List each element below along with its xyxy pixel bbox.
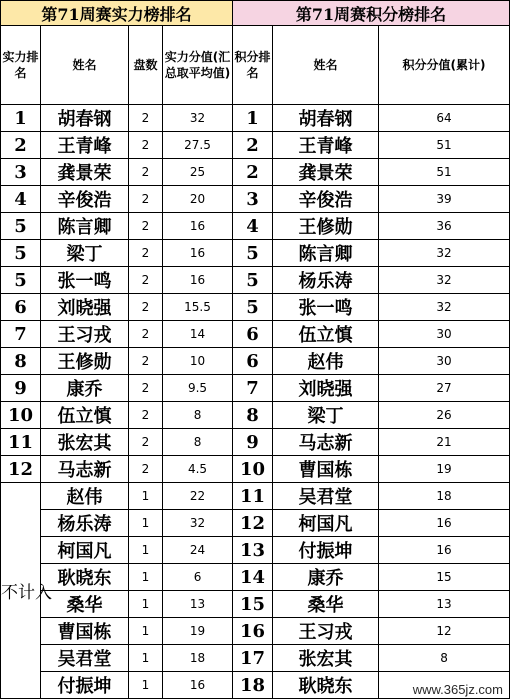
points-rank: 6 bbox=[233, 321, 273, 348]
player-name: 张一鸣 bbox=[273, 294, 379, 321]
player-name: 康乔 bbox=[41, 375, 129, 402]
table-row bbox=[1, 537, 510, 564]
games-count: 2 bbox=[129, 213, 163, 240]
player-name: 吴君堂 bbox=[41, 645, 129, 672]
points-score: 27 bbox=[379, 375, 510, 402]
player-name: 桑华 bbox=[41, 591, 129, 618]
games-count: 2 bbox=[129, 456, 163, 483]
strength-rank: 5 bbox=[1, 240, 41, 267]
table-row bbox=[1, 564, 510, 591]
player-name: 柯国凡 bbox=[273, 510, 379, 537]
player-name: 辛俊浩 bbox=[273, 186, 379, 213]
games-count: 2 bbox=[129, 105, 163, 132]
strength-score: 27.5 bbox=[163, 132, 233, 159]
games-count: 1 bbox=[129, 645, 163, 672]
table-row bbox=[1, 483, 510, 510]
games-count: 2 bbox=[129, 186, 163, 213]
player-name: 张宏其 bbox=[41, 429, 129, 456]
points-score: 19 bbox=[379, 456, 510, 483]
table-row bbox=[1, 186, 510, 213]
player-name: 桑华 bbox=[273, 591, 379, 618]
player-name: 龚景荣 bbox=[273, 159, 379, 186]
strength-score: 32 bbox=[163, 105, 233, 132]
games-count: 1 bbox=[129, 537, 163, 564]
games-count: 1 bbox=[129, 510, 163, 537]
player-name: 伍立慎 bbox=[41, 402, 129, 429]
strength-score: 15.5 bbox=[163, 294, 233, 321]
strength-rank: 1 bbox=[1, 105, 41, 132]
player-name: 王习戎 bbox=[273, 618, 379, 645]
table-row bbox=[1, 267, 510, 294]
points-score: 51 bbox=[379, 159, 510, 186]
games-count: 2 bbox=[129, 159, 163, 186]
player-name: 辛俊浩 bbox=[41, 186, 129, 213]
games-count: 1 bbox=[129, 672, 163, 699]
right-table-title: 第71周赛积分榜排名 bbox=[233, 1, 510, 26]
player-name: 王修勋 bbox=[41, 348, 129, 375]
points-rank: 10 bbox=[233, 456, 273, 483]
points-score: 12 bbox=[379, 618, 510, 645]
strength-score: 18 bbox=[163, 645, 233, 672]
player-name: 王青峰 bbox=[273, 132, 379, 159]
table-row bbox=[1, 294, 510, 321]
points-score: 16 bbox=[379, 510, 510, 537]
strength-score: 14 bbox=[163, 321, 233, 348]
points-rank: 7 bbox=[233, 375, 273, 402]
player-name: 杨乐涛 bbox=[41, 510, 129, 537]
player-name: 曹国栋 bbox=[273, 456, 379, 483]
points-score: 64 bbox=[379, 105, 510, 132]
points-rank: 2 bbox=[233, 159, 273, 186]
points-rank: 9 bbox=[233, 429, 273, 456]
games-count: 1 bbox=[129, 591, 163, 618]
strength-rank: 3 bbox=[1, 159, 41, 186]
table-row bbox=[1, 645, 510, 672]
player-name: 马志新 bbox=[41, 456, 129, 483]
player-name: 王习戎 bbox=[41, 321, 129, 348]
table-row bbox=[1, 375, 510, 402]
points-rank: 8 bbox=[233, 402, 273, 429]
player-name: 付振坤 bbox=[273, 537, 379, 564]
player-name: 张一鸣 bbox=[41, 267, 129, 294]
strength-score: 16 bbox=[163, 267, 233, 294]
player-name: 王修勋 bbox=[273, 213, 379, 240]
strength-score: 25 bbox=[163, 159, 233, 186]
points-score: 32 bbox=[379, 267, 510, 294]
header-points-rank: 积分排名 bbox=[233, 26, 273, 105]
table-row bbox=[1, 456, 510, 483]
player-name: 吴君堂 bbox=[273, 483, 379, 510]
player-name: 刘晓强 bbox=[273, 375, 379, 402]
strength-rank: 2 bbox=[1, 132, 41, 159]
strength-score: 20 bbox=[163, 186, 233, 213]
points-score: 30 bbox=[379, 321, 510, 348]
table-row bbox=[1, 132, 510, 159]
strength-score: 4.5 bbox=[163, 456, 233, 483]
points-rank: 17 bbox=[233, 645, 273, 672]
points-score: 30 bbox=[379, 348, 510, 375]
table-row bbox=[1, 591, 510, 618]
player-name: 耿晓东 bbox=[273, 672, 379, 699]
table-row bbox=[1, 348, 510, 375]
player-name: 梁丁 bbox=[41, 240, 129, 267]
excluded-label: 不计入 bbox=[1, 483, 41, 699]
strength-rank: 5 bbox=[1, 213, 41, 240]
left-table-title: 第71周赛实力榜排名 bbox=[1, 1, 233, 26]
player-name: 陈言卿 bbox=[273, 240, 379, 267]
header-name-left: 姓名 bbox=[41, 26, 129, 105]
header-strength-rank: 实力排名 bbox=[1, 26, 41, 105]
player-name: 梁丁 bbox=[273, 402, 379, 429]
strength-rank: 6 bbox=[1, 294, 41, 321]
player-name: 陈言卿 bbox=[41, 213, 129, 240]
games-count: 2 bbox=[129, 240, 163, 267]
points-rank: 5 bbox=[233, 294, 273, 321]
games-count: 2 bbox=[129, 375, 163, 402]
strength-score: 16 bbox=[163, 672, 233, 699]
games-count: 2 bbox=[129, 402, 163, 429]
games-count: 1 bbox=[129, 618, 163, 645]
player-name: 付振坤 bbox=[41, 672, 129, 699]
strength-score: 19 bbox=[163, 618, 233, 645]
strength-score: 10 bbox=[163, 348, 233, 375]
points-rank: 15 bbox=[233, 591, 273, 618]
player-name: 康乔 bbox=[273, 564, 379, 591]
points-rank: 2 bbox=[233, 132, 273, 159]
games-count: 2 bbox=[129, 132, 163, 159]
table-row bbox=[1, 429, 510, 456]
player-name: 杨乐涛 bbox=[273, 267, 379, 294]
points-rank: 1 bbox=[233, 105, 273, 132]
strength-score: 16 bbox=[163, 213, 233, 240]
points-rank: 12 bbox=[233, 510, 273, 537]
strength-score: 9.5 bbox=[163, 375, 233, 402]
points-rank: 6 bbox=[233, 348, 273, 375]
player-name: 张宏其 bbox=[273, 645, 379, 672]
games-count: 2 bbox=[129, 321, 163, 348]
strength-rank: 11 bbox=[1, 429, 41, 456]
games-count: 2 bbox=[129, 294, 163, 321]
header-strength-score: 实力分值(汇总取平均值) bbox=[163, 26, 233, 105]
games-count: 2 bbox=[129, 267, 163, 294]
player-name: 龚景荣 bbox=[41, 159, 129, 186]
points-rank: 14 bbox=[233, 564, 273, 591]
player-name: 胡春钢 bbox=[41, 105, 129, 132]
table-row bbox=[1, 321, 510, 348]
header-games: 盘数 bbox=[129, 26, 163, 105]
points-score: 13 bbox=[379, 591, 510, 618]
player-name: 马志新 bbox=[273, 429, 379, 456]
player-name: 伍立慎 bbox=[273, 321, 379, 348]
points-score: 36 bbox=[379, 213, 510, 240]
player-name: 柯国凡 bbox=[41, 537, 129, 564]
points-score: 51 bbox=[379, 132, 510, 159]
points-rank: 13 bbox=[233, 537, 273, 564]
points-score: 39 bbox=[379, 186, 510, 213]
strength-score: 16 bbox=[163, 240, 233, 267]
header-name-right: 姓名 bbox=[273, 26, 379, 105]
points-score: 32 bbox=[379, 240, 510, 267]
player-name: 王青峰 bbox=[41, 132, 129, 159]
games-count: 2 bbox=[129, 348, 163, 375]
strength-score: 32 bbox=[163, 510, 233, 537]
table-row bbox=[1, 240, 510, 267]
strength-score: 24 bbox=[163, 537, 233, 564]
strength-score: 22 bbox=[163, 483, 233, 510]
watermark-text: www.365jz.com bbox=[412, 682, 503, 697]
strength-rank: 10 bbox=[1, 402, 41, 429]
games-count: 2 bbox=[129, 429, 163, 456]
header-points-score: 积分分值(累计) bbox=[379, 26, 510, 105]
strength-score: 8 bbox=[163, 429, 233, 456]
player-name: 胡春钢 bbox=[273, 105, 379, 132]
table-body bbox=[1, 105, 510, 699]
table-row bbox=[1, 402, 510, 429]
strength-rank: 7 bbox=[1, 321, 41, 348]
points-score: 15 bbox=[379, 564, 510, 591]
player-name: 赵伟 bbox=[273, 348, 379, 375]
points-rank: 11 bbox=[233, 483, 273, 510]
games-count: 1 bbox=[129, 564, 163, 591]
points-rank: 18 bbox=[233, 672, 273, 699]
points-rank: 5 bbox=[233, 267, 273, 294]
points-score: 16 bbox=[379, 537, 510, 564]
points-rank: 4 bbox=[233, 213, 273, 240]
points-rank: 5 bbox=[233, 240, 273, 267]
table-row bbox=[1, 213, 510, 240]
table-row bbox=[1, 618, 510, 645]
player-name: 赵伟 bbox=[41, 483, 129, 510]
strength-rank: 4 bbox=[1, 186, 41, 213]
strength-rank: 5 bbox=[1, 267, 41, 294]
player-name: 耿晓东 bbox=[41, 564, 129, 591]
points-score: 32 bbox=[379, 294, 510, 321]
strength-score: 6 bbox=[163, 564, 233, 591]
player-name: 曹国栋 bbox=[41, 618, 129, 645]
strength-rank: 8 bbox=[1, 348, 41, 375]
points-rank: 3 bbox=[233, 186, 273, 213]
games-count: 1 bbox=[129, 483, 163, 510]
table-row bbox=[1, 159, 510, 186]
strength-rank: 9 bbox=[1, 375, 41, 402]
points-score: 8 bbox=[379, 645, 510, 672]
table-row bbox=[1, 510, 510, 537]
table-row bbox=[1, 105, 510, 132]
strength-score: 8 bbox=[163, 402, 233, 429]
points-score: 21 bbox=[379, 429, 510, 456]
points-score: 26 bbox=[379, 402, 510, 429]
strength-rank: 12 bbox=[1, 456, 41, 483]
strength-score: 13 bbox=[163, 591, 233, 618]
points-rank: 16 bbox=[233, 618, 273, 645]
player-name: 刘晓强 bbox=[41, 294, 129, 321]
points-score: 18 bbox=[379, 483, 510, 510]
